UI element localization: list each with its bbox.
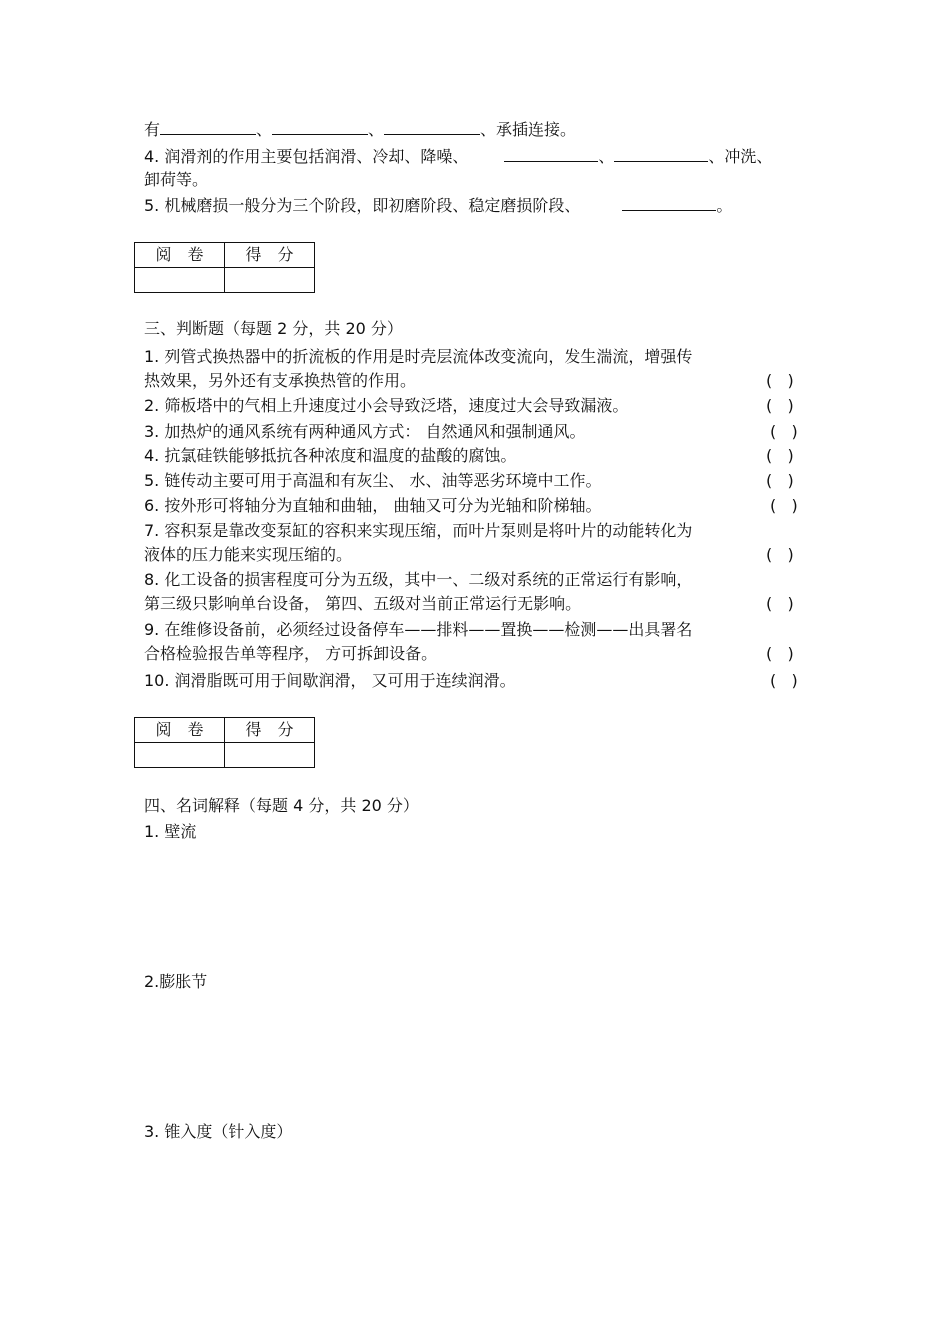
- grader-cell[interactable]: [135, 268, 225, 293]
- term-1: 1. 壁流: [144, 822, 197, 841]
- answer-blank[interactable]: [504, 146, 598, 162]
- fill-in-line-2: [144, 146, 772, 167]
- answer-parentheses[interactable]: ( ): [770, 422, 798, 441]
- text: 、冲洗、: [708, 147, 773, 166]
- judgment-q8-line1: 8. 化工设备的损害程度可分为五级，其中一、二级对系统的正常运行有影响，: [144, 570, 693, 589]
- grader-header: 阅卷: [135, 243, 225, 268]
- answer-parentheses[interactable]: ( ): [770, 671, 798, 690]
- judgment-q1-line2: 热效果，另外还有支承换热管的作用。: [144, 371, 417, 390]
- answer-parentheses[interactable]: ( ): [766, 545, 794, 564]
- judgment-q3: 3. 加热炉的通风系统有两种通风方式： 自然通风和强制通风。: [144, 422, 586, 441]
- fill-in-line-3: 卸荷等。: [144, 170, 209, 189]
- judgment-q2: 2. 筛板塔中的气相上升速度过小会导致泛塔，速度过大会导致漏液。: [144, 396, 629, 415]
- term-3: 3. 锥入度（针入度）: [144, 1122, 293, 1141]
- grader-cell[interactable]: [135, 743, 225, 768]
- judgment-q7-line1: 7. 容积泵是靠改变泵缸的容积来实现压缩，而叶片泵则是将叶片的动能转化为: [144, 521, 693, 540]
- answer-blank[interactable]: [384, 119, 480, 135]
- text: 、: [368, 120, 385, 139]
- answer-parentheses[interactable]: ( ): [766, 446, 794, 465]
- answer-parentheses[interactable]: ( ): [766, 371, 794, 390]
- judgment-q5: 5. 链传动主要可用于高温和有灰尘、 水、油等恶劣环境中工作。: [144, 471, 602, 490]
- answer-parentheses[interactable]: ( ): [766, 471, 794, 490]
- text: 4. 润滑剂的作用主要包括润滑、冷却、降噪、: [144, 147, 469, 166]
- judgment-q4: 4. 抗氯硅铁能够抵抗各种浓度和温度的盐酸的腐蚀。: [144, 446, 517, 465]
- text: 、: [598, 147, 615, 166]
- fill-in-line-4: [144, 195, 732, 216]
- fill-in-line-1: [144, 119, 576, 140]
- judgment-q10: 10. 润滑脂既可用于间歇润滑， 又可用于连续润滑。: [144, 671, 516, 690]
- answer-blank[interactable]: [614, 146, 708, 162]
- answer-parentheses[interactable]: ( ): [766, 396, 794, 415]
- score-header: 得分: [225, 243, 315, 268]
- text: 、: [256, 120, 273, 139]
- answer-parentheses[interactable]: ( ): [770, 496, 798, 515]
- answer-blank[interactable]: [272, 119, 368, 135]
- text: 。: [716, 196, 733, 215]
- judgment-q9-line2: 合格检验报告单等程序， 方可拆卸设备。: [144, 644, 438, 663]
- grader-header: 阅卷: [135, 718, 225, 743]
- judgment-q1-line1: 1. 列管式换热器中的折流板的作用是时壳层流体改变流向，发生湍流，增强传: [144, 347, 693, 366]
- answer-parentheses[interactable]: ( ): [766, 594, 794, 613]
- section-3-title: 三、判断题（每题 2 分，共 20 分）: [144, 319, 403, 338]
- judgment-q7-line2: 液体的压力能来实现压缩的。: [144, 545, 353, 564]
- text: 有: [144, 120, 161, 139]
- score-box: [134, 242, 315, 293]
- answer-blank[interactable]: [160, 119, 256, 135]
- judgment-q9-line1: 9. 在维修设备前，必须经过设备停车——排料——置换——检测——出具署名: [144, 620, 693, 639]
- text: 5. 机械磨损一般分为三个阶段，即初磨阶段、稳定磨损阶段、: [144, 196, 581, 215]
- text: 、承插连接。: [480, 120, 577, 139]
- score-cell[interactable]: [225, 743, 315, 768]
- section-4-title: 四、名词解释（每题 4 分，共 20 分）: [144, 796, 419, 815]
- score-cell[interactable]: [225, 268, 315, 293]
- judgment-q6: 6. 按外形可将轴分为直轴和曲轴， 曲轴又可分为光轴和阶梯轴。: [144, 496, 602, 515]
- answer-blank[interactable]: [622, 195, 716, 211]
- score-box: [134, 717, 315, 768]
- term-2: 2.膨胀节: [144, 972, 208, 991]
- score-header: 得分: [225, 718, 315, 743]
- answer-parentheses[interactable]: ( ): [766, 644, 794, 663]
- judgment-q8-line2: 第三级只影响单台设备， 第四、五级对当前正常运行无影响。: [144, 594, 582, 613]
